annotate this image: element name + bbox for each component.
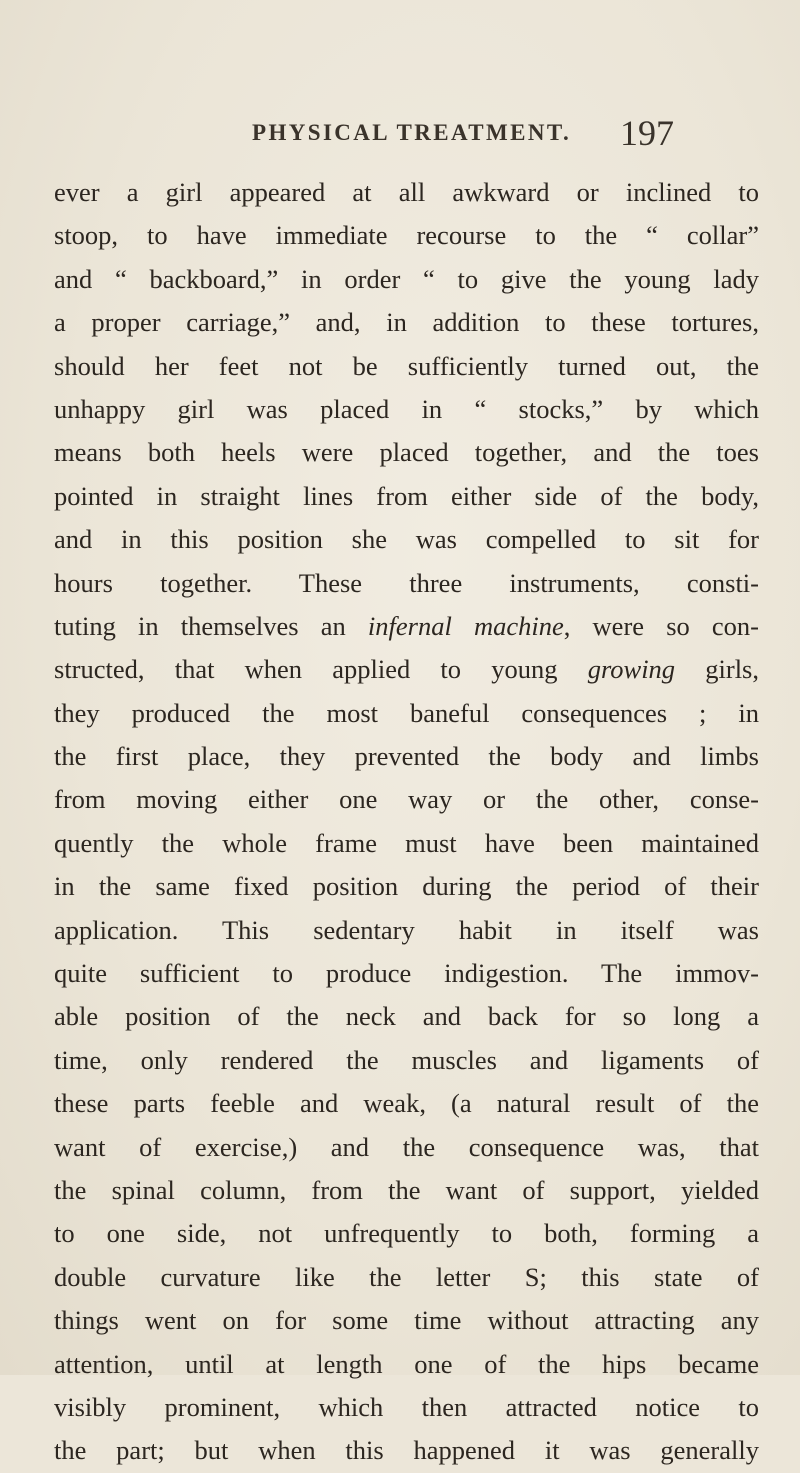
text-line (54, 692, 759, 735)
text-line (54, 648, 759, 691)
text-line (54, 952, 759, 995)
text-segment: the spinal column, from the want of support, yielded (54, 1174, 759, 1205)
text-line (54, 388, 759, 431)
text-line (54, 562, 759, 605)
text-segment: in the same fixed position during the period of their (54, 871, 759, 902)
text-segment: structed, that when applied to young (54, 654, 588, 685)
text-line (54, 258, 759, 301)
text-segment: hours together. These three instruments, consti- (54, 567, 759, 598)
text-segment: and in this position she was compelled to sit for (54, 524, 759, 555)
text-line (54, 778, 759, 821)
text-segment: unhappy girl was placed in “ stocks,” by which (54, 393, 759, 424)
text-segment: , were so con- (563, 610, 759, 641)
text-segment: quite sufficient to produce indigestion. The immov- (54, 958, 759, 989)
text-line (54, 475, 759, 518)
text-line (54, 605, 759, 648)
text-line (54, 1039, 759, 1082)
text-segment: and “ backboard,” in order “ to give the young lady (54, 263, 759, 294)
text-segment: they produced the most baneful consequences ; in (54, 697, 759, 728)
text-segment: things went on for some time without attracting any (54, 1305, 759, 1336)
text-segment: to one side, not unfrequently to both, forming a (54, 1218, 759, 1249)
text-line (54, 214, 759, 257)
text-line (54, 518, 759, 561)
text-line (54, 735, 759, 778)
text-line (54, 995, 759, 1038)
page-number: 197 (620, 113, 674, 153)
text-line (54, 1299, 759, 1342)
text-segment: application. This sedentary habit in itself was (54, 914, 759, 945)
italic-phrase: infernal machine (367, 610, 564, 641)
body-text (54, 171, 759, 1473)
text-segment: time, only rendered the muscles and ligaments of (54, 1044, 759, 1075)
text-line (54, 1212, 759, 1255)
text-segment: these parts feeble and weak, (a natural result of the (54, 1088, 759, 1119)
text-line (54, 1429, 759, 1472)
text-line (54, 1082, 759, 1125)
text-segment: attention, until at length one of the hips became (54, 1348, 759, 1379)
text-segment: the part; but when this happened it was generally (54, 1435, 759, 1466)
text-segment: should her feet not be sufficiently turned out, the (54, 350, 759, 381)
text-segment: double curvature like the letter S; this state of (54, 1261, 759, 1292)
text-segment: want of exercise,) and the consequence was, that (54, 1131, 759, 1162)
text-line (54, 822, 759, 865)
text-line (54, 431, 759, 474)
text-segment: means both heels were placed together, and the toes (54, 437, 759, 468)
italic-phrase: growing (587, 654, 676, 685)
text-line (54, 1126, 759, 1169)
text-segment: a proper carriage,” and, in addition to these tortures, (54, 307, 759, 338)
text-line (54, 1169, 759, 1212)
text-segment: the first place, they prevented the body and limbs (54, 741, 759, 772)
text-segment: visibly prominent, which then attracted notice to (54, 1391, 759, 1422)
text-segment: able position of the neck and back for so long a (54, 1001, 759, 1032)
text-line (54, 1386, 759, 1429)
text-segment: tuting in themselves an (54, 610, 368, 641)
text-line (54, 1343, 759, 1386)
text-line (54, 909, 759, 952)
running-head (0, 112, 800, 162)
running-title: PHYSICAL TREATMENT. (252, 120, 572, 145)
text-segment: girls, (675, 654, 759, 685)
text-line (54, 345, 759, 388)
text-line (54, 1256, 759, 1299)
text-line (54, 171, 759, 214)
text-line (54, 301, 759, 344)
text-line (54, 865, 759, 908)
text-segment: quently the whole frame must have been maintained (54, 827, 759, 858)
text-segment: ever a girl appeared at all awkward or inclined to (54, 177, 759, 207)
text-segment: stoop, to have immediate recourse to the “ collar” (54, 220, 759, 251)
text-segment: from moving either one way or the other, conse- (54, 784, 759, 815)
text-segment: pointed in straight lines from either side of the body, (54, 480, 759, 511)
